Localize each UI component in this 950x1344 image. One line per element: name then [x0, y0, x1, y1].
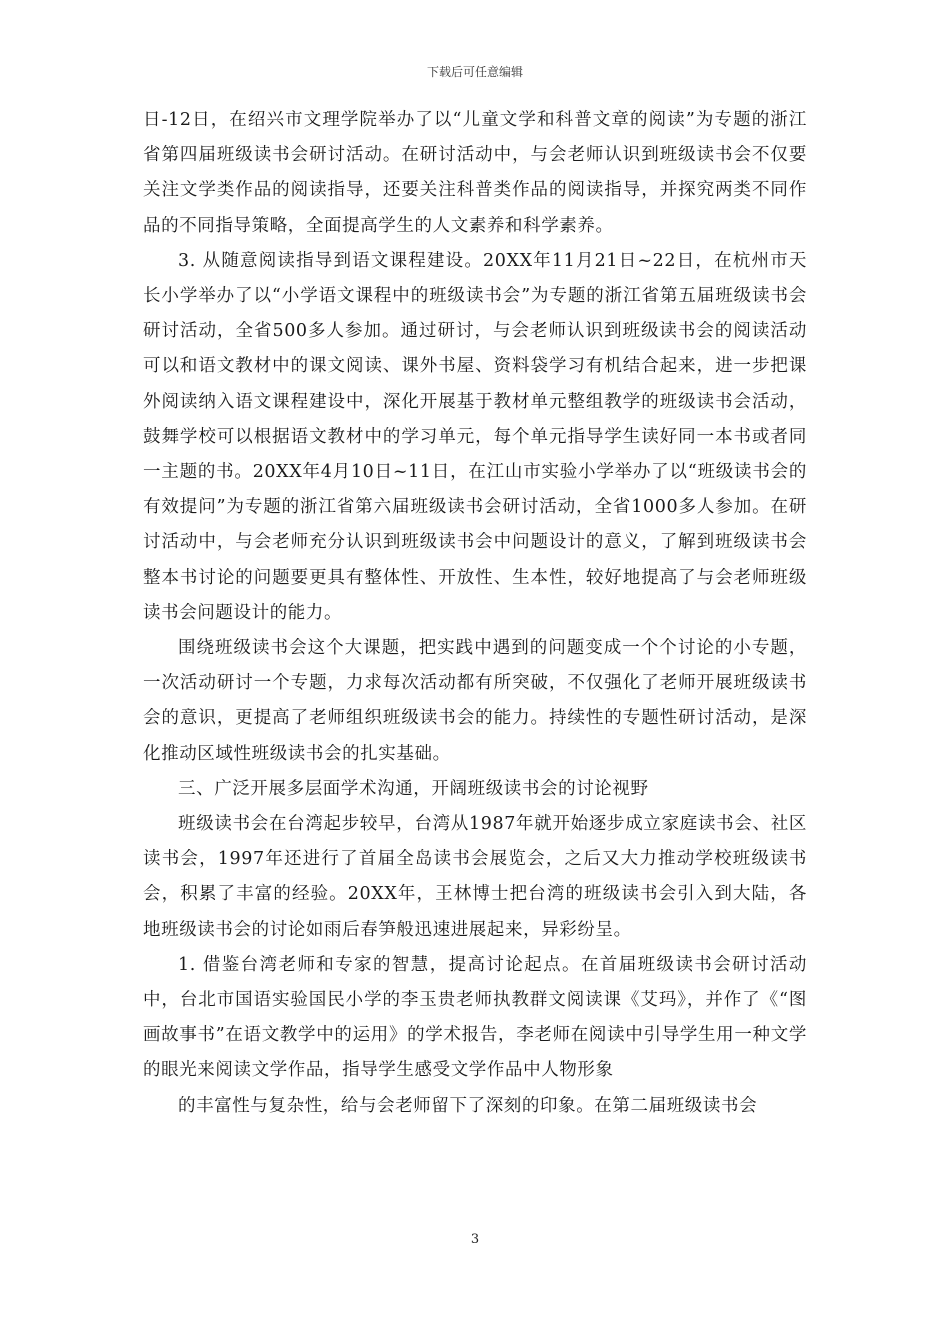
paragraph-summary: 围绕班级读书会这个大课题，把实践中遇到的问题变成一个个讨论的小专题，一次活动研讨一个专题，力求每次活动都有所突破，不仅强化了老师开展班级读书会的意识，更提高了老师组织班级读书会的能力。持续性的专题性研讨活动，是深化推动区域性班级读书会的扎实基础。	[143, 638, 807, 764]
paragraph-item-1: 1. 借鉴台湾老师和专家的智慧，提高讨论起点。在首届班级读书会研讨活动中，台北市国语实验国民小学的李玉贵老师执教群文阅读课《艾玛》，并作了《“图画故事书”在语文教学中的运用》的学术报告，李老师在阅读中引导学生用一种文学的眼光来阅读文学作品，指导学生感受文学作品中人物形象	[143, 954, 807, 1081]
document-body	[143, 103, 807, 1124]
paragraph-tail: 的丰富性与复杂性，给与会老师留下了深刻的印象。在第二届班级读书会	[178, 1095, 758, 1116]
paragraph-item-3: 3. 从随意阅读指导到语文课程建设。20XX年11月21日~22日，在杭州市天长小学举办了以“小学语文课程中的班级读书会”为专题的浙江省第五届班级读书会研讨活动，全省500多人参加。通过研讨，与会老师认识到班级读书会的阅读活动可以和语文教材中的课文阅读、课外书屋、资料袋学习有机结合起来，进一步把课外阅读纳入语文课程建设中，深化开展基于教材单元整组教学的班级读书会活动，鼓舞学校可以根据语文教材中的学习单元，每个单元指导学生读好同一本书或者同一主题的书。20XX年4月10日~11日，在江山市实验小学举办了以“班级读书会的有效提问”为专题的浙江省第六届班级读书会研讨活动，全省1000多人参加。在研讨活动中，与会老师充分认识到班级读书会中问题设计的意义，了解到班级读书会整本书讨论的问题要更具有整体性、开放性、生本性，较好地提高了与会老师班级读书会问题设计的能力。	[143, 250, 807, 623]
paragraph-taiwan-intro: 班级读书会在台湾起步较早，台湾从1987年就开始逐步成立家庭读书会、社区读书会，1997年还进行了首届全岛读书会展览会，之后又大力推动学校班级读书会，积累了丰富的经验。20XX年，王林博士把台湾的班级读书会引入到大陆，各地班级读书会的讨论如雨后春笋般迅速进展起来，异彩纷呈。	[143, 814, 807, 940]
section-heading-3: 三、广泛开展多层面学术沟通，开阔班级读书会的讨论视野	[178, 778, 649, 799]
paragraph-continuation: 日-12日，在绍兴市文理学院举办了以“儿童文学和科普文章的阅读”为专题的浙江省第四届班级读书会研讨活动。在研讨活动中，与会老师认识到班级读书会不仅要关注文学类作品的阅读指导，还要关注科普类作品的阅读指导，并探究两类不同作品的不同指导策略，全面提高学生的人文素养和科学素养。	[143, 110, 807, 236]
page-number: 3	[470, 1232, 480, 1247]
page-header: 下载后可任意编辑	[426, 65, 523, 79]
